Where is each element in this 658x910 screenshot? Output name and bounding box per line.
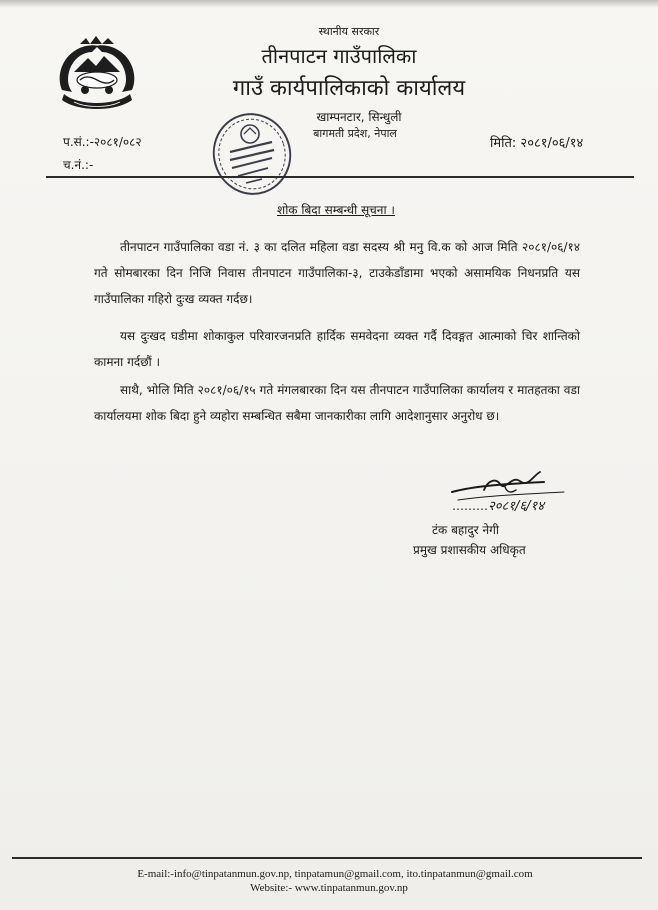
header-divider (46, 176, 634, 178)
letter-date: मिति: २०८१/०६/१४ (490, 136, 584, 151)
footer-email: E-mail:-info@tinpatanmun.gov.np, tinpatamun@gmail.com, ito.tinpatanmun@gmail.com (137, 868, 533, 880)
handwritten-date: २०८१/६/१४ (488, 499, 545, 514)
office-address-line1: खाम्पनटार, सिन्धुली (316, 110, 402, 124)
notice-paragraph-1-text: तीनपाटन गाउँपालिका वडा नं. ३ का दलित महिला वडा सदस्य श्री मनु वि.क को आज मिति २०८१/०६/१४ गते सोमबारका दिन निजि निवास तीनपाटन गाउँपालिका-३, टाउकेडाँडामा भएको असामयिक निधनप्रति यस गाउँपालिका गहिरो दुःख व्यक्त गर्दछ। (94, 240, 580, 306)
footer-website: Website:- www.tinpatanmun.gov.np (250, 882, 408, 894)
footer-divider (12, 857, 642, 859)
reference-number: प.सं.:-२०८१/०८२ (63, 135, 142, 149)
local-government-label: स्थानीय सरकार (318, 25, 380, 38)
office-seal-stamp-icon (206, 108, 298, 200)
notice-paragraph-3 (94, 377, 580, 429)
notice-subject (0, 201, 658, 218)
office-address-line2: बागमती प्रदेश, नेपाल (313, 127, 397, 140)
notice-paragraph-3-text: साथै, भोलि मिति २०८१/०६/१५ गते मंगलबारका दिन यस तीनपाटन गाउँपालिका कार्यालय र मातहतका वडा कार्यालयमा शोक बिदा हुने व्यहोरा सम्बन्धित सबैमा जानकारीका लागि आदेशानुसार अनुरोध छ। (94, 383, 580, 423)
office-name: गाउँ कार्यपालिकाको कार्यालय (232, 76, 466, 101)
notice-paragraph-1 (94, 234, 580, 312)
signatory-name: टंक बहादुर नेगी (432, 523, 500, 537)
notice-paragraph-2-text: यस दुःखद घडीमा शोकाकुल परिवारजनप्रति हार्दिक समवेदना व्यक्त गर्दै दिवङ्गत आत्माको चिर शान्तिको कामना गर्दछौं । (94, 329, 580, 369)
notice-paragraph-2 (94, 323, 580, 375)
notice-subject-text: शोक बिदा सम्बन्धी सूचना । (277, 203, 395, 217)
signatory-title: प्रमुख प्रशासकीय अधिकृत (413, 543, 526, 557)
scan-edge-shadow (0, 0, 658, 8)
dispatch-number: च.नं.:- (63, 158, 94, 172)
signature-date-line: ………२०८१/६/१४ (452, 499, 545, 514)
municipality-name: तीनपाटन गाउँपालिका (261, 44, 417, 68)
